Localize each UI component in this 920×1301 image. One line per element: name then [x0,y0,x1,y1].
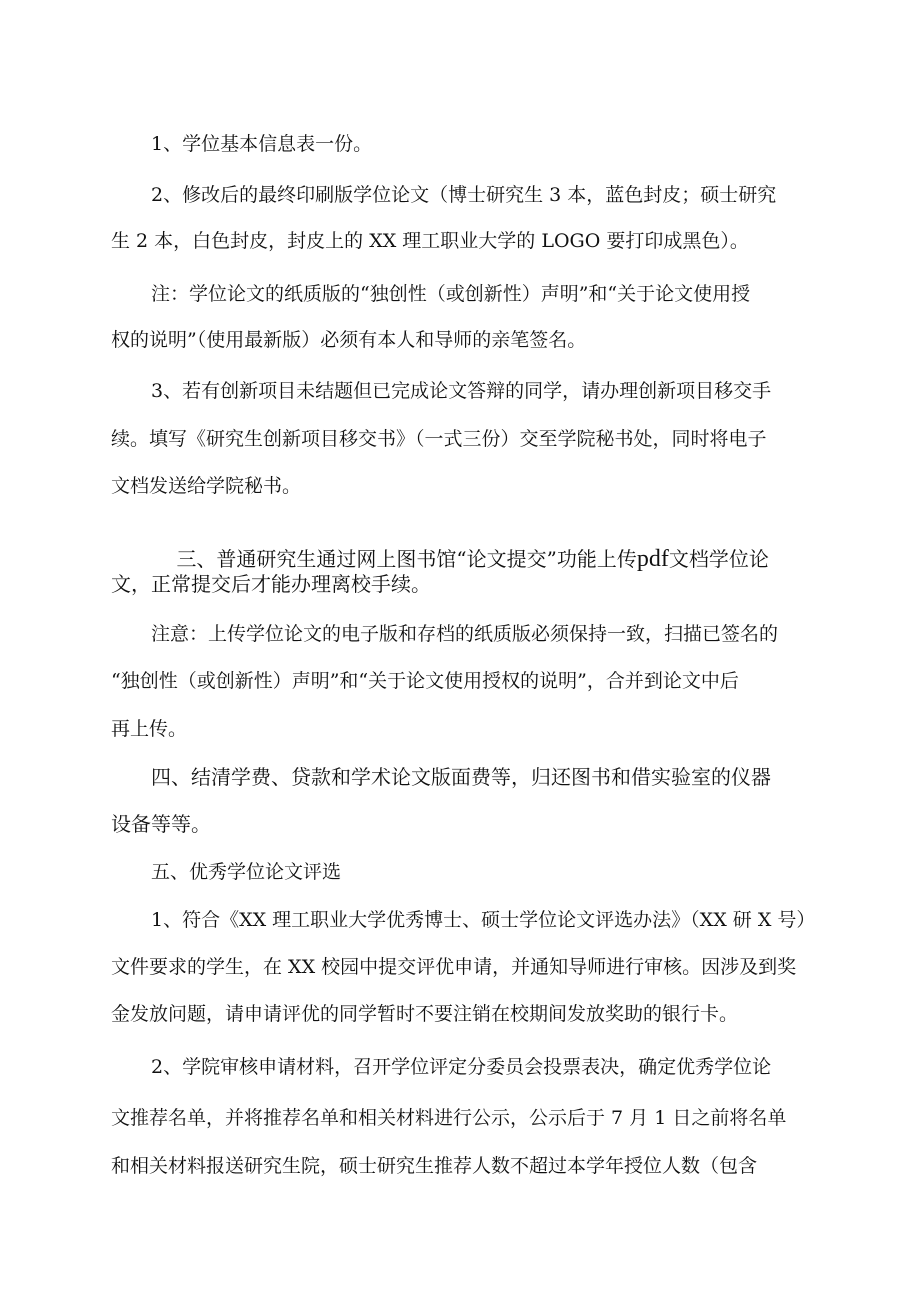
paragraph-line: 1、学位基本信息表一份。 [151,133,373,155]
paragraph-line: 续。填写《研究生创新项目移交书》（一式三份）交至学院秘书处，同时将电子 [111,428,767,450]
paragraph-line: 文件要求的学生，在 XX 校园中提交评优申请，并通知导师进行审核。因涉及到奖 [111,956,797,978]
paragraph-line: 设备等等。 [111,812,211,836]
paragraph-line: 四、结清学费、贷款和学术论文版面费等，归还图书和借实验室的仪器 [151,765,771,789]
paragraph-line: 注：学位论文的纸质版的“独创性（或创新性）声明”和“关于论文使用授 [151,283,751,305]
paragraph-line: 注意：上传学位论文的电子版和存档的纸质版必须保持一致，扫描已签名的 [151,623,779,645]
paragraph-line: 生 2 本，白色封皮，封皮上的 XX 理工职业大学的 LOGO 要打印成黑色）。 [111,230,749,252]
paragraph-line: 再上传。 [111,718,188,740]
paragraph-line: 权的说明”（使用最新版）必须有本人和导师的亲笔签名。 [111,329,587,351]
paragraph-line: 文，正常提交后才能办理离校手续。 [111,572,431,596]
pdf-term: pdf [636,546,669,572]
paragraph-line: 2、修改后的最终印刷版学位论文（博士研究生 3 本，蓝色封皮；硕士研究 [151,184,777,206]
paragraph-line: “独创性（或创新性）声明”和“关于论文使用授权的说明”，合并到论文中后 [111,670,739,692]
paragraph-line: 1、符合《XX 理工职业大学优秀博士、硕士学位论文评选办法》（XX 研 X 号） [151,909,816,931]
paragraph-text: 文档学位论 [668,547,769,571]
section-heading: 五、优秀学位论文评选 [151,861,342,883]
paragraph-line: 3、若有创新项目未结题但已完成论文答辩的同学，请办理创新项目移交手 [151,380,772,402]
paragraph-line: 金发放问题，请申请评优的同学暂时不要注销在校期间发放奖助的银行卡。 [111,1003,739,1025]
paragraph-line: 2、学院审核申请材料，召开学位评定分委员会投票表决，确定优秀学位论 [151,1056,772,1078]
paragraph-line: 文档发送给学院秘书。 [111,475,302,497]
paragraph-text: 三、普通研究生通过网上图书馆“论文提交”功能上传 [176,547,637,571]
paragraph-line: 文推荐名单，并将推荐名单和相关材料进行公示，公示后于 7 月 1 日之前将名单 [111,1107,787,1129]
paragraph-line: 和相关材料报送研究生院，硕士研究生推荐人数不超过本学年授位人数（包含 [111,1155,758,1177]
